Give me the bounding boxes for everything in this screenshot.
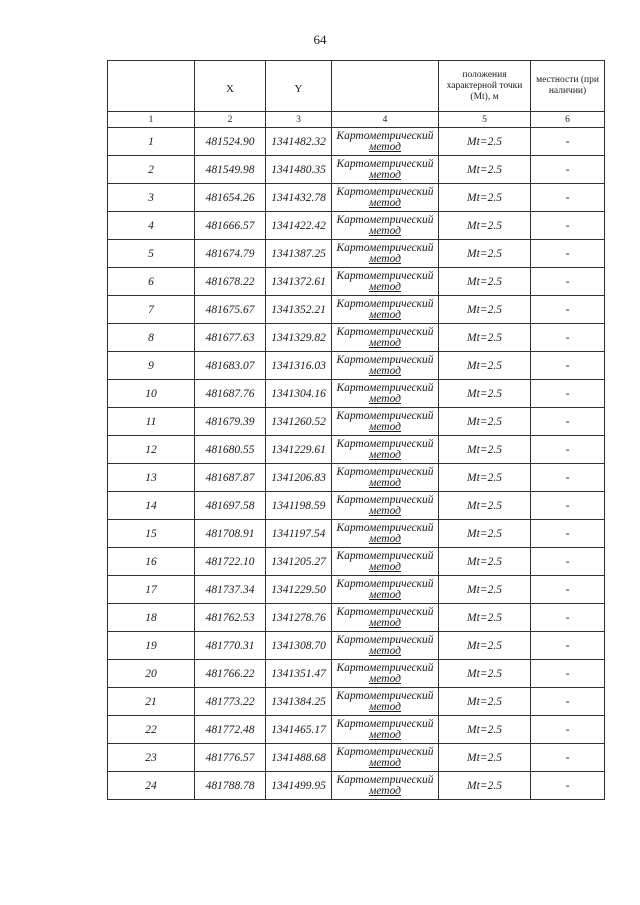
coord-x: 481677.63 xyxy=(195,324,266,352)
table-row xyxy=(108,688,605,716)
header-cell-terrain: местности (при наличии) xyxy=(531,61,605,112)
method-line2: метод xyxy=(368,336,401,349)
point-number: 16 xyxy=(108,548,195,576)
column-number: 3 xyxy=(266,112,332,128)
method-line1: Картометрический xyxy=(336,157,434,170)
method-line1: Картометрический xyxy=(336,493,434,506)
coord-y: 1341316.03 xyxy=(266,352,332,380)
coordinates-table xyxy=(107,60,605,800)
coord-y: 1341197.54 xyxy=(266,520,332,548)
accuracy-cell: Mt=2.5 xyxy=(439,520,531,548)
method-line1: Картометрический xyxy=(336,465,434,478)
method-line2: метод xyxy=(368,616,401,629)
terrain-cell: - xyxy=(531,296,605,324)
method-line1: Картометрический xyxy=(336,269,434,282)
coord-y: 1341198.59 xyxy=(266,492,332,520)
table-row xyxy=(108,128,605,156)
table-header-row xyxy=(108,61,605,112)
point-number: 18 xyxy=(108,604,195,632)
accuracy-cell: Mt=2.5 xyxy=(439,240,531,268)
table-row xyxy=(108,520,605,548)
table-row xyxy=(108,492,605,520)
method-line2: метод xyxy=(368,252,401,265)
accuracy-cell: Mt=2.5 xyxy=(439,352,531,380)
accuracy-cell: Mt=2.5 xyxy=(439,212,531,240)
method-line2: метод xyxy=(368,392,401,405)
accuracy-cell: Mt=2.5 xyxy=(439,548,531,576)
terrain-cell: - xyxy=(531,464,605,492)
method-cell xyxy=(332,212,439,240)
method-line2: метод xyxy=(368,644,401,657)
coord-y: 1341206.83 xyxy=(266,464,332,492)
table-row xyxy=(108,660,605,688)
method-cell xyxy=(332,520,439,548)
accuracy-cell: Mt=2.5 xyxy=(439,324,531,352)
terrain-cell: - xyxy=(531,548,605,576)
point-number: 20 xyxy=(108,660,195,688)
method-line1: Картометрический xyxy=(336,633,434,646)
terrain-cell: - xyxy=(531,660,605,688)
column-number-row xyxy=(108,112,605,128)
accuracy-cell: Mt=2.5 xyxy=(439,380,531,408)
coord-y: 1341229.61 xyxy=(266,436,332,464)
coord-x: 481772.48 xyxy=(195,716,266,744)
accuracy-cell: Mt=2.5 xyxy=(439,492,531,520)
table-row xyxy=(108,436,605,464)
method-cell xyxy=(332,408,439,436)
method-line1: Картометрический xyxy=(336,129,434,142)
method-line2: метод xyxy=(368,756,401,769)
coord-x: 481666.57 xyxy=(195,212,266,240)
accuracy-cell: Mt=2.5 xyxy=(439,268,531,296)
table-row xyxy=(108,212,605,240)
method-cell xyxy=(332,548,439,576)
method-line1: Картометрический xyxy=(336,577,434,590)
method-cell xyxy=(332,492,439,520)
method-cell xyxy=(332,576,439,604)
terrain-cell: - xyxy=(531,128,605,156)
method-line2: метод xyxy=(368,476,401,489)
terrain-cell: - xyxy=(531,184,605,212)
method-cell xyxy=(332,716,439,744)
coord-y: 1341480.35 xyxy=(266,156,332,184)
point-number: 19 xyxy=(108,632,195,660)
coord-y: 1341352.21 xyxy=(266,296,332,324)
terrain-cell: - xyxy=(531,352,605,380)
table-row xyxy=(108,744,605,772)
coord-y: 1341304.16 xyxy=(266,380,332,408)
coord-y: 1341499.95 xyxy=(266,772,332,800)
coord-x: 481776.57 xyxy=(195,744,266,772)
method-cell xyxy=(332,184,439,212)
method-cell xyxy=(332,240,439,268)
method-line2: метод xyxy=(368,280,401,293)
accuracy-cell: Mt=2.5 xyxy=(439,436,531,464)
method-line2: метод xyxy=(368,224,401,237)
method-line1: Картометрический xyxy=(336,381,434,394)
terrain-cell: - xyxy=(531,744,605,772)
table-row xyxy=(108,716,605,744)
point-number: 22 xyxy=(108,716,195,744)
coord-x: 481678.22 xyxy=(195,268,266,296)
point-number: 21 xyxy=(108,688,195,716)
method-line2: метод xyxy=(368,700,401,713)
method-line1: Картометрический xyxy=(336,549,434,562)
coord-x: 481654.26 xyxy=(195,184,266,212)
method-cell xyxy=(332,324,439,352)
coord-y: 1341205.27 xyxy=(266,548,332,576)
coord-y: 1341229.50 xyxy=(266,576,332,604)
terrain-cell: - xyxy=(531,716,605,744)
terrain-cell: - xyxy=(531,268,605,296)
method-line1: Картометрический xyxy=(336,241,434,254)
point-number: 12 xyxy=(108,436,195,464)
method-cell xyxy=(332,128,439,156)
coord-x: 481680.55 xyxy=(195,436,266,464)
coord-y: 1341465.17 xyxy=(266,716,332,744)
accuracy-cell: Mt=2.5 xyxy=(439,464,531,492)
coord-x: 481773.22 xyxy=(195,688,266,716)
column-number: 4 xyxy=(332,112,439,128)
terrain-cell: - xyxy=(531,576,605,604)
point-number: 8 xyxy=(108,324,195,352)
method-line1: Картометрический xyxy=(336,661,434,674)
coord-y: 1341372.61 xyxy=(266,268,332,296)
table-row xyxy=(108,772,605,800)
coord-x: 481679.39 xyxy=(195,408,266,436)
terrain-cell: - xyxy=(531,240,605,268)
method-cell xyxy=(332,352,439,380)
method-line2: метод xyxy=(368,168,401,181)
method-cell xyxy=(332,156,439,184)
point-number: 9 xyxy=(108,352,195,380)
accuracy-cell: Mt=2.5 xyxy=(439,660,531,688)
coord-x: 481549.98 xyxy=(195,156,266,184)
accuracy-cell: Mt=2.5 xyxy=(439,604,531,632)
method-line1: Картометрический xyxy=(336,325,434,338)
method-line1: Картометрический xyxy=(336,437,434,450)
terrain-cell: - xyxy=(531,380,605,408)
table-body xyxy=(108,128,605,800)
coord-x: 481770.31 xyxy=(195,632,266,660)
terrain-cell: - xyxy=(531,632,605,660)
coord-x: 481737.34 xyxy=(195,576,266,604)
terrain-cell: - xyxy=(531,492,605,520)
header-cell xyxy=(332,61,439,112)
method-line1: Картометрический xyxy=(336,409,434,422)
accuracy-cell: Mt=2.5 xyxy=(439,576,531,604)
terrain-cell: - xyxy=(531,212,605,240)
accuracy-cell: Mt=2.5 xyxy=(439,184,531,212)
accuracy-cell: Mt=2.5 xyxy=(439,716,531,744)
coord-y: 1341308.70 xyxy=(266,632,332,660)
method-cell xyxy=(332,688,439,716)
point-number: 11 xyxy=(108,408,195,436)
table-row xyxy=(108,184,605,212)
method-line1: Картометрический xyxy=(336,185,434,198)
method-cell xyxy=(332,604,439,632)
method-line2: метод xyxy=(368,532,401,545)
coord-y: 1341482.32 xyxy=(266,128,332,156)
method-line1: Картометрический xyxy=(336,745,434,758)
coord-y: 1341260.52 xyxy=(266,408,332,436)
method-line1: Картометрический xyxy=(336,717,434,730)
method-cell xyxy=(332,268,439,296)
method-line2: метод xyxy=(368,196,401,209)
method-line2: метод xyxy=(368,448,401,461)
coord-y: 1341387.25 xyxy=(266,240,332,268)
terrain-cell: - xyxy=(531,436,605,464)
method-line2: метод xyxy=(368,728,401,741)
method-line2: метод xyxy=(368,504,401,517)
table-row xyxy=(108,296,605,324)
point-number: 17 xyxy=(108,576,195,604)
point-number: 10 xyxy=(108,380,195,408)
coord-x: 481687.76 xyxy=(195,380,266,408)
coord-y: 1341329.82 xyxy=(266,324,332,352)
method-cell xyxy=(332,772,439,800)
table-row xyxy=(108,380,605,408)
point-number: 5 xyxy=(108,240,195,268)
accuracy-cell: Mt=2.5 xyxy=(439,296,531,324)
coord-x: 481675.67 xyxy=(195,296,266,324)
method-line2: метод xyxy=(368,140,401,153)
method-line2: метод xyxy=(368,672,401,685)
point-number: 2 xyxy=(108,156,195,184)
table-row xyxy=(108,548,605,576)
method-line2: метод xyxy=(368,588,401,601)
coord-x: 481722.10 xyxy=(195,548,266,576)
method-cell xyxy=(332,436,439,464)
coord-x: 481762.53 xyxy=(195,604,266,632)
point-number: 24 xyxy=(108,772,195,800)
table-row xyxy=(108,576,605,604)
method-line1: Картометрический xyxy=(336,605,434,618)
coord-y: 1341422.42 xyxy=(266,212,332,240)
table-row xyxy=(108,324,605,352)
method-cell xyxy=(332,632,439,660)
coord-y: 1341488.68 xyxy=(266,744,332,772)
coord-x: 481788.78 xyxy=(195,772,266,800)
method-line2: метод xyxy=(368,364,401,377)
point-number: 7 xyxy=(108,296,195,324)
coord-x: 481697.58 xyxy=(195,492,266,520)
terrain-cell: - xyxy=(531,156,605,184)
coord-x: 481683.07 xyxy=(195,352,266,380)
table-row xyxy=(108,352,605,380)
table-row xyxy=(108,604,605,632)
terrain-cell: - xyxy=(531,520,605,548)
method-cell xyxy=(332,380,439,408)
point-number: 1 xyxy=(108,128,195,156)
terrain-cell: - xyxy=(531,772,605,800)
accuracy-cell: Mt=2.5 xyxy=(439,744,531,772)
method-line1: Картометрический xyxy=(336,773,434,786)
point-number: 3 xyxy=(108,184,195,212)
terrain-cell: - xyxy=(531,324,605,352)
accuracy-cell: Mt=2.5 xyxy=(439,128,531,156)
accuracy-cell: Mt=2.5 xyxy=(439,772,531,800)
method-line1: Картометрический xyxy=(336,353,434,366)
point-number: 13 xyxy=(108,464,195,492)
coord-y: 1341278.76 xyxy=(266,604,332,632)
coord-y: 1341351.47 xyxy=(266,660,332,688)
point-number: 6 xyxy=(108,268,195,296)
table-row xyxy=(108,464,605,492)
point-number: 15 xyxy=(108,520,195,548)
method-line2: метод xyxy=(368,420,401,433)
column-number: 2 xyxy=(195,112,266,128)
method-line1: Картометрический xyxy=(336,521,434,534)
method-line1: Картометрический xyxy=(336,689,434,702)
point-number: 4 xyxy=(108,212,195,240)
method-line2: метод xyxy=(368,560,401,573)
header-cell xyxy=(108,61,195,112)
header-cell-accuracy: положения характерной точки (Mt), м xyxy=(439,61,531,112)
column-number: 6 xyxy=(531,112,605,128)
coord-y: 1341432.78 xyxy=(266,184,332,212)
accuracy-cell: Mt=2.5 xyxy=(439,156,531,184)
method-line2: метод xyxy=(368,784,401,797)
method-line1: Картометрический xyxy=(336,297,434,310)
coord-y: 1341384.25 xyxy=(266,688,332,716)
table-row xyxy=(108,408,605,436)
accuracy-cell: Mt=2.5 xyxy=(439,632,531,660)
accuracy-cell: Mt=2.5 xyxy=(439,408,531,436)
point-number: 14 xyxy=(108,492,195,520)
coord-x: 481708.91 xyxy=(195,520,266,548)
coord-x: 481674.79 xyxy=(195,240,266,268)
method-line2: метод xyxy=(368,308,401,321)
column-number: 5 xyxy=(439,112,531,128)
header-cell-y: Y xyxy=(266,61,332,112)
table-row xyxy=(108,156,605,184)
coord-x: 481524.90 xyxy=(195,128,266,156)
coord-x: 481766.22 xyxy=(195,660,266,688)
terrain-cell: - xyxy=(531,604,605,632)
method-line1: Картометрический xyxy=(336,213,434,226)
method-cell xyxy=(332,660,439,688)
header-cell-x: X xyxy=(195,61,266,112)
method-cell xyxy=(332,296,439,324)
table-row xyxy=(108,268,605,296)
coord-x: 481687.87 xyxy=(195,464,266,492)
method-cell xyxy=(332,744,439,772)
table-row xyxy=(108,240,605,268)
point-number: 23 xyxy=(108,744,195,772)
method-cell xyxy=(332,464,439,492)
terrain-cell: - xyxy=(531,688,605,716)
column-number: 1 xyxy=(108,112,195,128)
terrain-cell: - xyxy=(531,408,605,436)
page-number: 64 xyxy=(313,32,327,47)
table-row xyxy=(108,632,605,660)
accuracy-cell: Mt=2.5 xyxy=(439,688,531,716)
